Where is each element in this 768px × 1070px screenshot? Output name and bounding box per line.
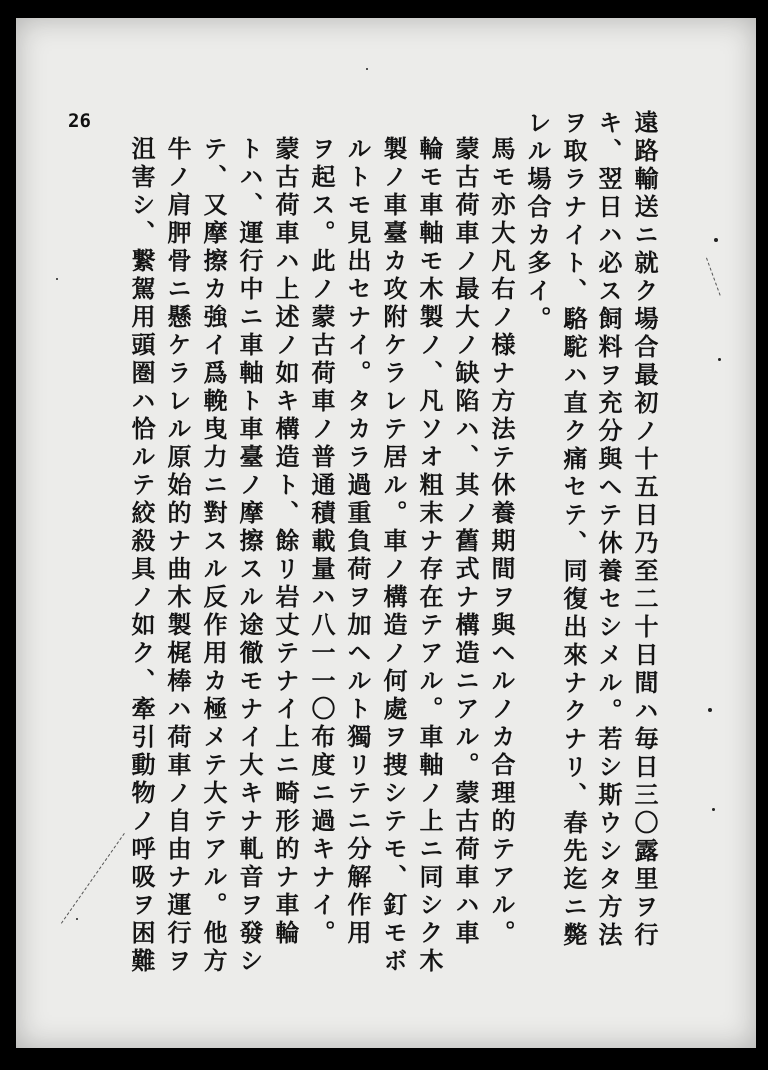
text-column-1: 遠路輸送ニ就ク場合最初ノ十五日乃至二十日間ハ毎日三〇露里ヲ行 (630, 110, 659, 950)
film-scratch (61, 833, 125, 924)
text-column-5: 馬モ亦大凡右ノ様ナ方法テ休養期間ヲ與ヘルノカ合理的テアル。 (487, 136, 516, 948)
film-scratch (706, 258, 721, 296)
text-column-11: 蒙古荷車ハ上述ノ如キ構造ト、餘リ岩丈テナイ上ニ畸形的ナ車輪 (271, 136, 300, 948)
print-speck (708, 708, 712, 712)
print-speck (712, 808, 715, 811)
text-column-2: キ、翌日ハ必ス飼料ヲ充分與ヘテ休養セシメル。若シ斯ウシタ方法 (594, 110, 623, 950)
text-column-3: ヲ取ラナイト、駱駝ハ直ク痛セテ、同復出來ナクナリ、春先迄ニ斃 (559, 110, 588, 950)
text-column-14: 牛ノ肩胛骨ニ懸ケラレル原始的ナ曲木製梶棒ハ荷車ノ自由ナ運行ヲ (163, 136, 192, 976)
print-speck (714, 238, 718, 242)
print-speck (56, 278, 58, 280)
text-column-6: 蒙古荷車ノ最大ノ缺陷ハ、其ノ舊式ナ構造ニアル。蒙古荷車ハ車 (451, 136, 480, 948)
text-column-4: レル場合カ多イ。 (523, 110, 552, 334)
text-column-7: 輪モ車軸モ木製ノ、凡ソオ粗末ナ存在テアル。車軸ノ上ニ同シク木 (415, 136, 444, 976)
print-speck (718, 358, 721, 361)
print-speck (76, 918, 78, 920)
text-column-13: テ、又摩擦カ強イ爲輓曳力ニ對スル反作用カ極メテ大テアル。他方 (199, 136, 228, 976)
book-page (16, 18, 756, 1048)
text-column-15: 沮害シ、繋駕用頭圏ハ恰ルテ絞殺具ノ如ク、牽引動物ノ呼吸ヲ困難 (127, 136, 156, 976)
text-column-9: ルトモ見出セナイ。タカラ過重負荷ヲ加ヘルト獨リテニ分解作用 (343, 136, 372, 948)
text-column-12: トハ、運行中ニ車軸ト車臺ノ摩擦スル途徹モナイ大キナ軋音ヲ發シ (235, 136, 264, 976)
text-column-10: ヲ起ス。此ノ蒙古荷車ノ普通積載量ハ八一一〇布度ニ過キナイ。 (307, 136, 336, 948)
text-column-8: 製ノ車臺カ攻附ケラレテ居ル。車ノ構造ノ何處ヲ捜シテモ、釘モボ (379, 136, 408, 976)
page-number: 26 (68, 110, 91, 132)
print-speck (366, 68, 368, 70)
